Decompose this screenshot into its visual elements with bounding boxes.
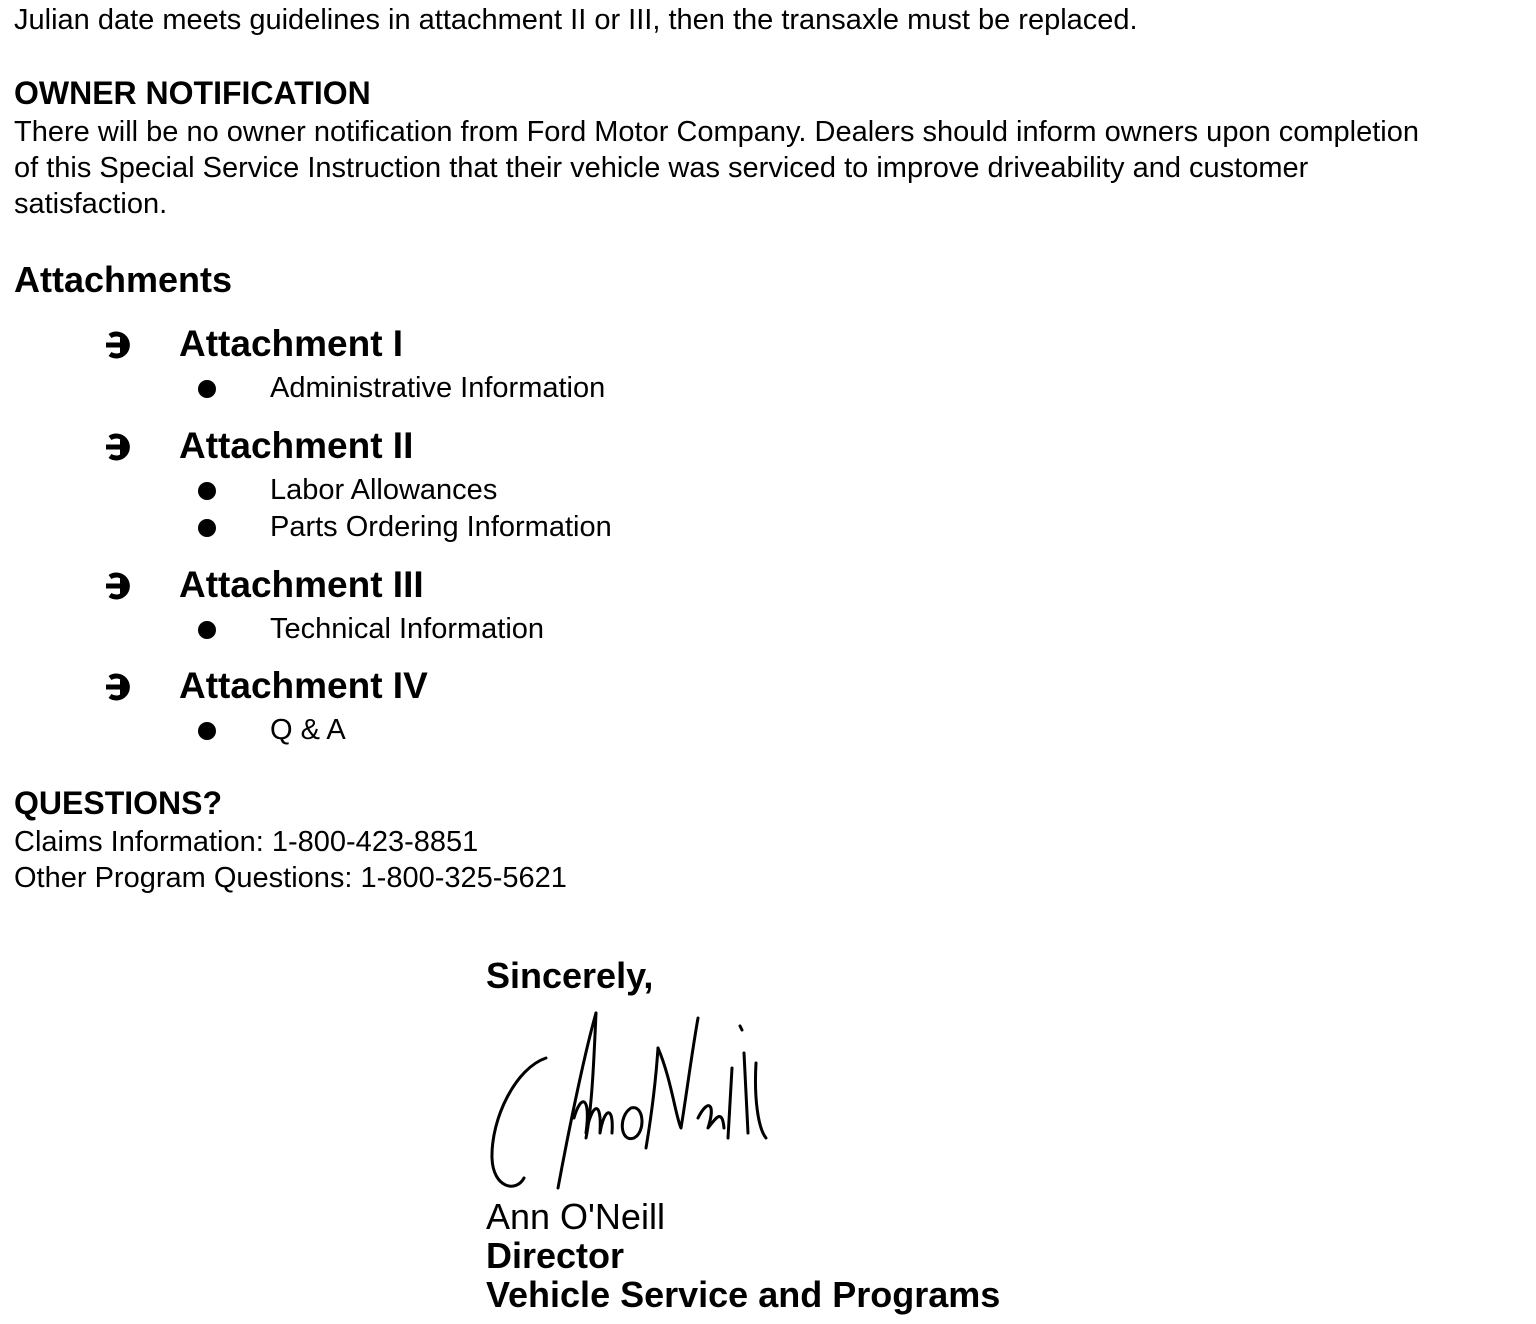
owner-notification-line: satisfaction. bbox=[14, 188, 168, 220]
attachment-subitem: Labor Allowances bbox=[270, 474, 498, 506]
claims-info-line: Claims Information: 1-800-423-8851 bbox=[14, 826, 479, 858]
bullet-icon bbox=[198, 482, 216, 500]
signer-title: Director bbox=[486, 1235, 625, 1276]
attachment-subitem: Parts Ordering Information bbox=[270, 511, 612, 543]
owner-notification-heading: OWNER NOTIFICATION bbox=[14, 75, 371, 111]
owner-notification-line: of this Special Service Instruction that their vehicle was serviced to improve driveability and customer bbox=[14, 152, 1309, 184]
attachment-subitem: Q & A bbox=[270, 714, 346, 746]
signer-department: Vehicle Service and Programs bbox=[486, 1274, 1001, 1315]
arrow-right-icon bbox=[106, 330, 136, 360]
bullet-icon bbox=[198, 380, 216, 398]
bullet-icon bbox=[198, 722, 216, 740]
other-questions-line: Other Program Questions: 1-800-325-5621 bbox=[14, 862, 567, 894]
attachment-subitem: Administrative Information bbox=[270, 372, 606, 404]
attachment-title: Attachment IV bbox=[179, 665, 428, 706]
attachments-heading: Attachments bbox=[14, 259, 233, 300]
arrow-right-icon bbox=[106, 672, 136, 702]
attachment-subitem: Technical Information bbox=[270, 613, 545, 645]
attachment-title: Attachment III bbox=[179, 564, 424, 605]
signer-name: Ann O'Neill bbox=[486, 1196, 665, 1237]
bullet-icon bbox=[198, 621, 216, 639]
questions-heading: QUESTIONS? bbox=[14, 785, 223, 821]
owner-notification-line: There will be no owner notification from Ford Motor Company. Dealers should inform owners upon completion bbox=[14, 116, 1419, 148]
salutation: Sincerely, bbox=[486, 955, 654, 996]
arrow-right-icon bbox=[106, 432, 136, 462]
bullet-icon bbox=[198, 519, 216, 537]
arrow-right-icon bbox=[106, 571, 136, 601]
intro-line: Julian date meets guidelines in attachment II or III, then the transaxle must be replaced. bbox=[14, 4, 1138, 36]
attachment-title: Attachment I bbox=[179, 323, 404, 364]
attachment-title: Attachment II bbox=[179, 425, 414, 466]
handwritten-signature bbox=[486, 1008, 786, 1198]
